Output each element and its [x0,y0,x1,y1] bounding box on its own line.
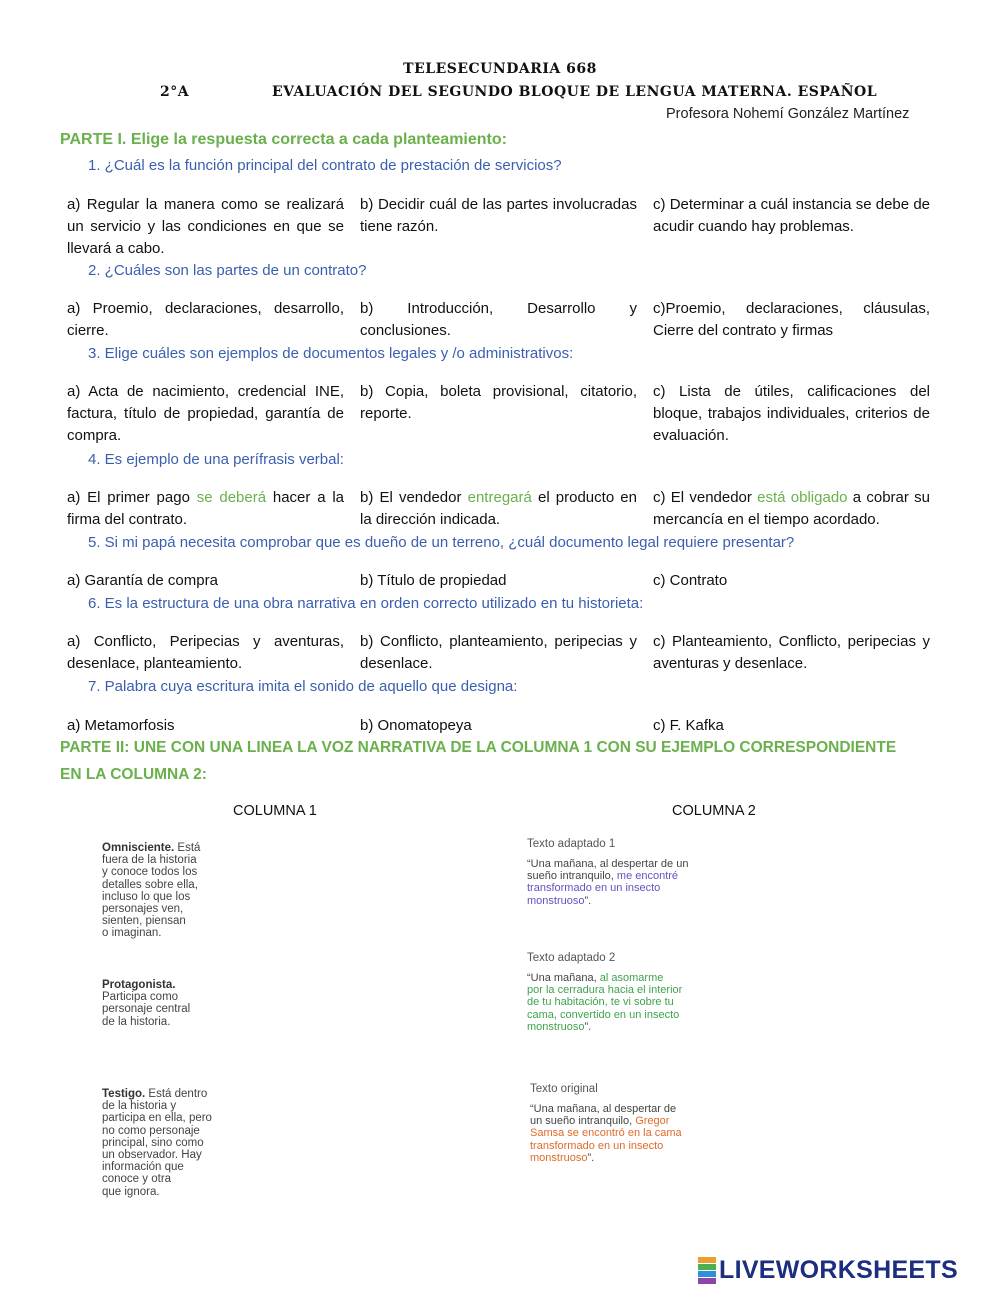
voice-testigo-desc-7: conoce y otra [102,1173,172,1186]
example-1-line-0: “Una mañana, al despertar de un [527,858,689,870]
q2-option-a[interactable]: a) Proemio, declaraciones, desarrollo, cierre. [67,300,344,339]
voice-testigo-term: Testigo. [102,1088,146,1100]
q4-c-post: a cobrar su mercancía en el tiempo acordado. [653,489,930,528]
q6-option-b[interactable]: b) Conflicto, planteamiento, peripecias y desenlace. [360,633,637,672]
question-3: 3. Elige cuáles son ejemplos de documentos legales y /o administrativos: [88,345,574,362]
column2-heading: COLUMNA 2 [672,803,756,819]
part2-title-line2: EN LA COLUMNA 2: [60,766,207,783]
example-3-label: Texto original [530,1083,598,1095]
example-3-line-1: un sueño intranquilo, [530,1115,636,1128]
question-1: 1. ¿Cuál es la función principal del contrato de prestación de servicios? [88,157,562,174]
example-1-close: ”. [584,894,592,907]
voice-testigo-desc-5: un observador. Hay [102,1149,202,1162]
example-3-line-3: Samsa se encontró en la cama [530,1127,682,1140]
q5-option-a[interactable]: a) Garantía de compra [67,572,218,589]
q4-b-pre: b) El vendedor [360,489,468,506]
question-4: 4. Es ejemplo de una perífrasis verbal: [88,451,344,468]
logo-text: LIVEWORKSHEETS [719,1255,958,1284]
example-1-highlight: me encontré [616,870,679,883]
q7-option-b[interactable]: b) Onomatopeya [360,717,472,734]
q4-c-pre: c) El vendedor [653,489,758,506]
q2-option-b[interactable]: b) Introducción, Desarrollo y conclusiones. [360,300,637,339]
voice-protagonista[interactable] [102,979,262,1028]
q6-option-a[interactable]: a) Conflicto, Peripecias y aventuras, desenlace, planteamiento. [67,633,344,672]
example-1-quote [527,858,727,907]
example-2-quote [527,972,727,1033]
voice-testigo[interactable] [102,1088,272,1198]
example-2-line-2: por la cerradura hacia el interior [527,984,683,997]
example-texto-adaptado-2[interactable] [527,952,727,1033]
q4-c-highlight: está obligado [757,489,848,506]
q4-a-highlight: se deberá [196,489,267,506]
q4-option-c[interactable] [653,487,930,531]
voice-protagonista-desc-1: personaje central [102,1003,191,1016]
question-5: 5. Si mi papá necesita comprobar que es dueño de un terreno, ¿cuál documento legal requiere presentar? [88,534,795,551]
voice-protagonista-term: Protagonista. [102,979,176,991]
voice-protagonista-desc-0: Participa como [102,991,179,1004]
q7-option-a[interactable]: a) Metamorfosis [67,717,175,734]
teacher-name: Profesora Nohemí González Martínez [666,106,910,122]
column1-heading: COLUMNA 1 [233,803,317,819]
voice-omnisciente-desc-7: o imaginan. [102,927,162,940]
voice-omnisciente-desc-5: personajes ven, [102,903,184,916]
voice-testigo-desc-4: principal, sino como [102,1136,204,1149]
q4-a-pre: a) El primer pago [67,489,197,506]
logo-badge-icon [698,1257,716,1284]
liveworksheets-logo[interactable] [698,1255,958,1285]
question-7: 7. Palabra cuya escritura imita el sonido de aquello que designa: [88,678,518,695]
example-3-line-5: monstruoso [530,1151,588,1164]
example-texto-original[interactable] [530,1083,730,1164]
q2-option-c[interactable]: c)Proemio, declaraciones, cláusulas, Cierre del contrato y firmas [653,300,930,339]
q7-option-c[interactable]: c) F. Kafka [653,717,724,734]
group-label: 2°A [160,84,190,100]
voice-omnisciente-desc-0: Está [174,842,201,854]
q3-option-c[interactable]: c) Lista de útiles, calificaciones del bloque, trabajos individuales, criterios de evaluación. [653,383,930,444]
q1-option-b[interactable]: b) Decidir cuál de las partes involucradas tiene razón. [360,196,637,235]
voice-testigo-desc-0: Está dentro [145,1088,208,1100]
part1-title: PARTE I. Elige la respuesta correcta a cada planteamiento: [60,131,507,148]
example-2-label: Texto adaptado 2 [527,952,616,964]
voice-omnisciente-desc-4: incluso lo que los [102,890,191,903]
voice-protagonista-desc-2: de la historia. [102,1015,171,1028]
example-2-line-4: cama, convertido en un insecto [527,1008,680,1021]
q1-option-a[interactable]: a) Regular la manera como se realizará un servicio y las condiciones en que se llevará a cabo. [67,196,344,257]
voice-omnisciente-desc-6: sienten, piensan [102,915,186,928]
part2-title-line1: PARTE II: UNE CON UNA LINEA LA VOZ NARRATIVA DE LA COLUMNA 1 CON SU EJEMPLO CORRESPONDIENTE [60,739,897,756]
example-1-line-1: sueño intranquilo, [527,870,617,883]
voice-omnisciente-desc-2: y conoce todos los [102,866,198,879]
question-2: 2. ¿Cuáles son las partes de un contrato? [88,262,367,279]
example-2-line-5: monstruoso [527,1020,585,1033]
q3-option-b[interactable]: b) Copia, boleta provisional, citatorio, reporte. [360,383,637,422]
q1-option-c[interactable]: c) Determinar a cuál instancia se debe de acudir cuando hay problemas. [653,196,930,235]
voice-omnisciente-term: Omnisciente. [102,842,175,854]
q3-option-a[interactable]: a) Acta de nacimiento, credencial INE, factura, título de propiedad, garantía de compra. [67,383,344,444]
example-1-line-3: transformado en un insecto [527,882,661,895]
example-2-line-3: de tu habitación, te vi sobre tu [527,996,674,1009]
q5-option-b[interactable]: b) Título de propiedad [360,572,507,589]
voice-testigo-desc-1: de la historia y [102,1100,177,1113]
voice-testigo-desc-6: información que [102,1161,184,1174]
example-texto-adaptado-1[interactable] [527,838,727,907]
example-2-line-0: “Una mañana, [527,972,600,984]
example-2-highlight: al asomarme [599,972,664,984]
q6-option-c[interactable]: c) Planteamiento, Conflicto, peripecias y aventuras y desenlace. [653,633,930,672]
voice-testigo-desc-3: no como personaje [102,1124,200,1137]
q4-b-post: el producto en la dirección indicada. [360,489,637,528]
example-3-quote [530,1103,730,1164]
example-3-line-0: “Una mañana, al despertar de [530,1103,677,1115]
q4-b-highlight: entregará [467,489,532,506]
exam-title: EVALUACIÓN DEL SEGUNDO BLOQUE DE LENGUA MATERNA. ESPAÑOL [272,84,878,100]
school-name: TELESECUNDARIA 668 [403,61,597,77]
q5-option-c[interactable]: c) Contrato [653,572,728,589]
question-6: 6. Es la estructura de una obra narrativa en orden correcto utilizado en tu historieta: [88,595,644,612]
example-1-line-4: monstruoso [527,894,585,907]
voice-omnisciente[interactable] [102,842,262,940]
example-3-highlight: Gregor [635,1115,670,1128]
q4-option-b[interactable] [360,487,637,531]
q4-option-a[interactable] [67,487,344,531]
example-2-close: ”. [584,1020,592,1033]
q4-a-post: hacer a la firma del contrato. [67,489,345,528]
voice-omnisciente-desc-1: fuera de la historia [102,854,197,867]
voice-testigo-desc-2: participa en ella, pero [102,1112,212,1125]
voice-omnisciente-desc-3: detalles sobre ella, [102,878,198,891]
voice-testigo-desc-8: que ignora. [102,1185,160,1198]
example-3-line-4: transformado en un insecto [530,1139,664,1152]
example-1-label: Texto adaptado 1 [527,838,616,850]
example-3-close: ”. [587,1151,595,1164]
